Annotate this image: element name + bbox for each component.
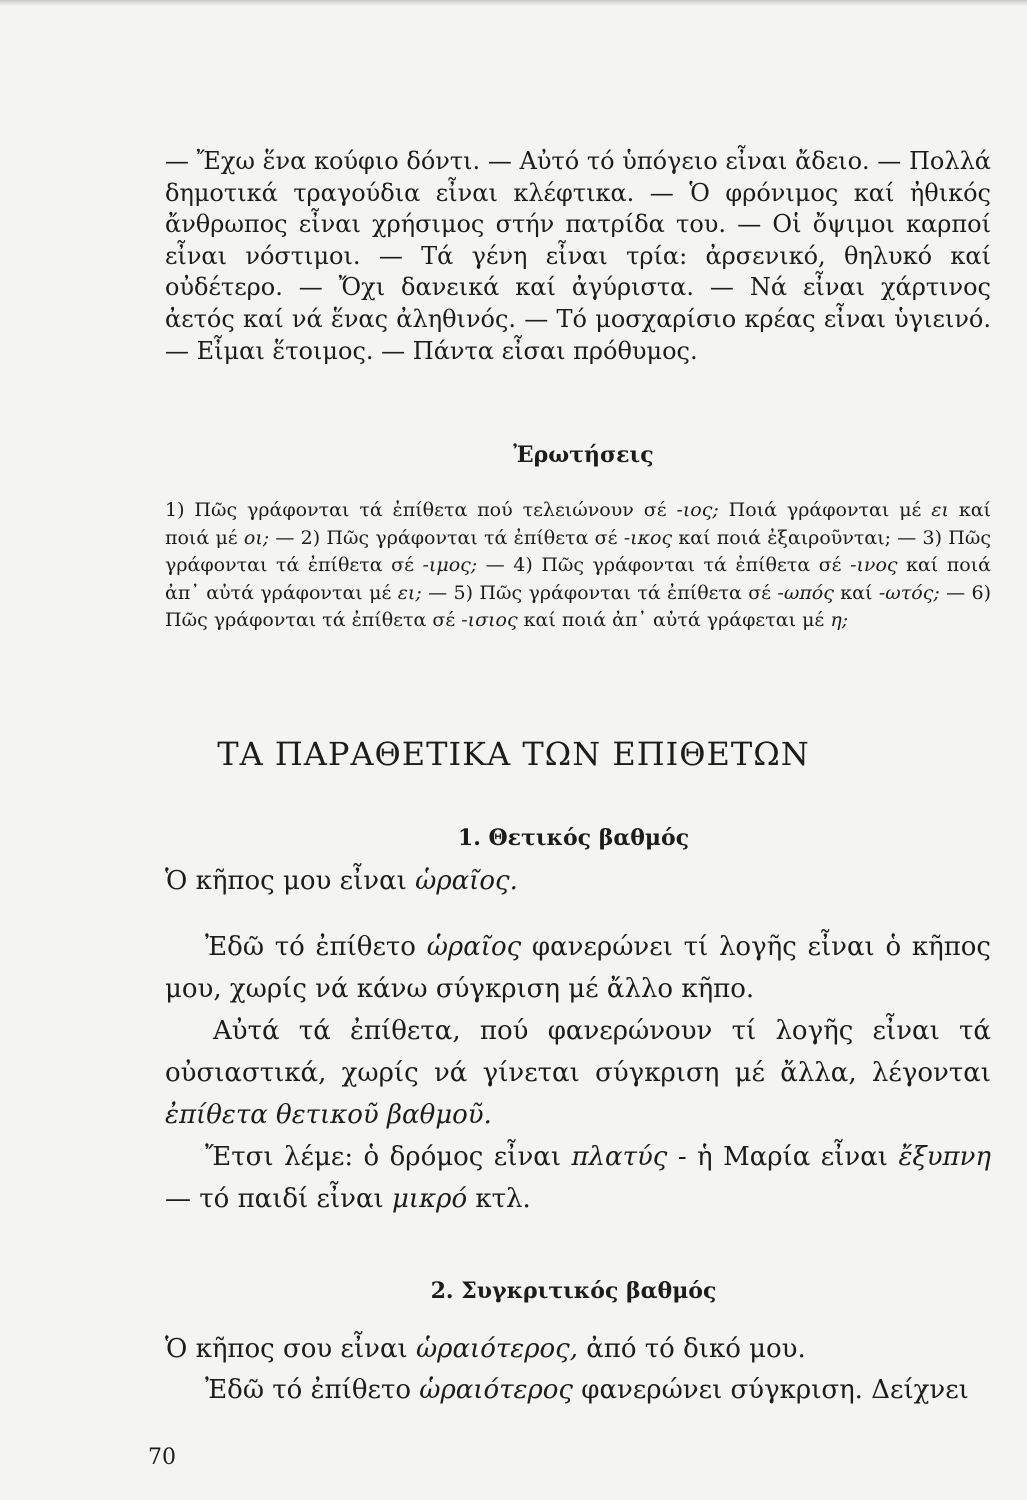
comparative-example: Ὁ κῆπος σου εἶναι ὡραιότερος, ἀπό τό δικό μου.	[165, 1334, 806, 1364]
positive-paragraph-1: Ἐδῶ τό ἐπίθετο ὡραῖος φανερώνει τί λογῆς εἶναι ὁ κῆπος μου, χωρίς νά κάνω σύγκριση μέ ἄλλο κῆπο.	[165, 932, 991, 1004]
positive-paragraph-3: Ἔτσι λέμε: ὁ δρόμος εἶναι πλατύς - ἡ Μαρία εἶναι ἔξυπνη — τό παιδί εἶναι μικρό κτλ.	[165, 1142, 991, 1214]
positive-degree-heading: 1. Θετικός βαθμός	[457, 825, 690, 851]
questions-paragraph: 1) Πῶς γράφονται τά ἐπίθετα πού τελειώνουν σέ -ιος; Ποιά γράφονται μέ ει καί ποιά μέ οι; — 2) Πῶς γράφονται τά ἐπίθετα σέ -ικος καί ποιά ἐξαιροῦνται; — 3) Πῶς γράφονται τά ἐπίθετα σέ -ιμος; — 4) Πῶς γράφονται τά ἐπίθετα σέ -ινος καί ποιά ἀπ᾽ αὐτά γράφονται μέ ει; — 5) Πῶς γράφονται τά ἐπίθετα σέ -ωπός καί -ωτός; — 6) Πῶς γράφονται τά ἐπίθετα σέ -ισιος καί ποιά ἀπ᾽ αὐτά γράφεται μέ η;	[165, 499, 992, 632]
intro-paragraph: — Ἔχω ἕνα κούφιο δόντι. — Αὐτό τό ὑπόγειο εἶναι ἄδειο. — Πολλά δημοτικά τραγούδια εἶναι κλέφτικα. — Ὁ φρόνιμος καί ἠθικός ἄνθρωπος εἶναι χρήσιμος στήν πατρίδα του. — Οἱ ὄψιμοι καρποί εἶναι νόστιμοι. — Τά γένη εἶναι τρία: ἀρσενικό, θηλυκό καί οὐδέτερο. — Ὄχι δανεικά καί ἀγύριστα. — Νά εἶναι χάρτινος ἀετός καί νά ἕνας ἀληθινός. — Τό μοσχαρίσιο κρέας εἶναι ὑγιεινό. — Εἶμαι ἕτοιμος. — Πάντα εἶσαι πρόθυμος.	[165, 147, 991, 365]
comparative-degree-heading: 2. Συγκριτικός βαθμός	[430, 1278, 717, 1304]
scan-top-edge	[0, 0, 1027, 6]
positive-paragraph-2: Αὐτά τά ἐπίθετα, πού φανερώνουν τί λογῆς εἶναι τά οὐσιαστικά, χωρίς νά γίνεται σύγκριση μέ ἄλλα, λέγονται ἐπίθετα θετικοῦ βαθμοῦ.	[165, 1016, 991, 1130]
comparative-paragraph-1: Ἐδῶ τό ἐπίθετο ὡραιότερος φανερώνει σύγκριση. Δείχνει	[205, 1375, 969, 1405]
section-title: ΤΑ ΠΑΡΑΘΕΤΙΚΑ ΤΩΝ ΕΠΙΘΕΤΩΝ	[217, 735, 810, 773]
positive-example: Ὁ κῆπος μου εἶναι ὡραῖος.	[165, 866, 518, 896]
page-number: 70	[148, 1445, 176, 1470]
questions-heading: Ἐρωτήσεις	[513, 442, 654, 468]
